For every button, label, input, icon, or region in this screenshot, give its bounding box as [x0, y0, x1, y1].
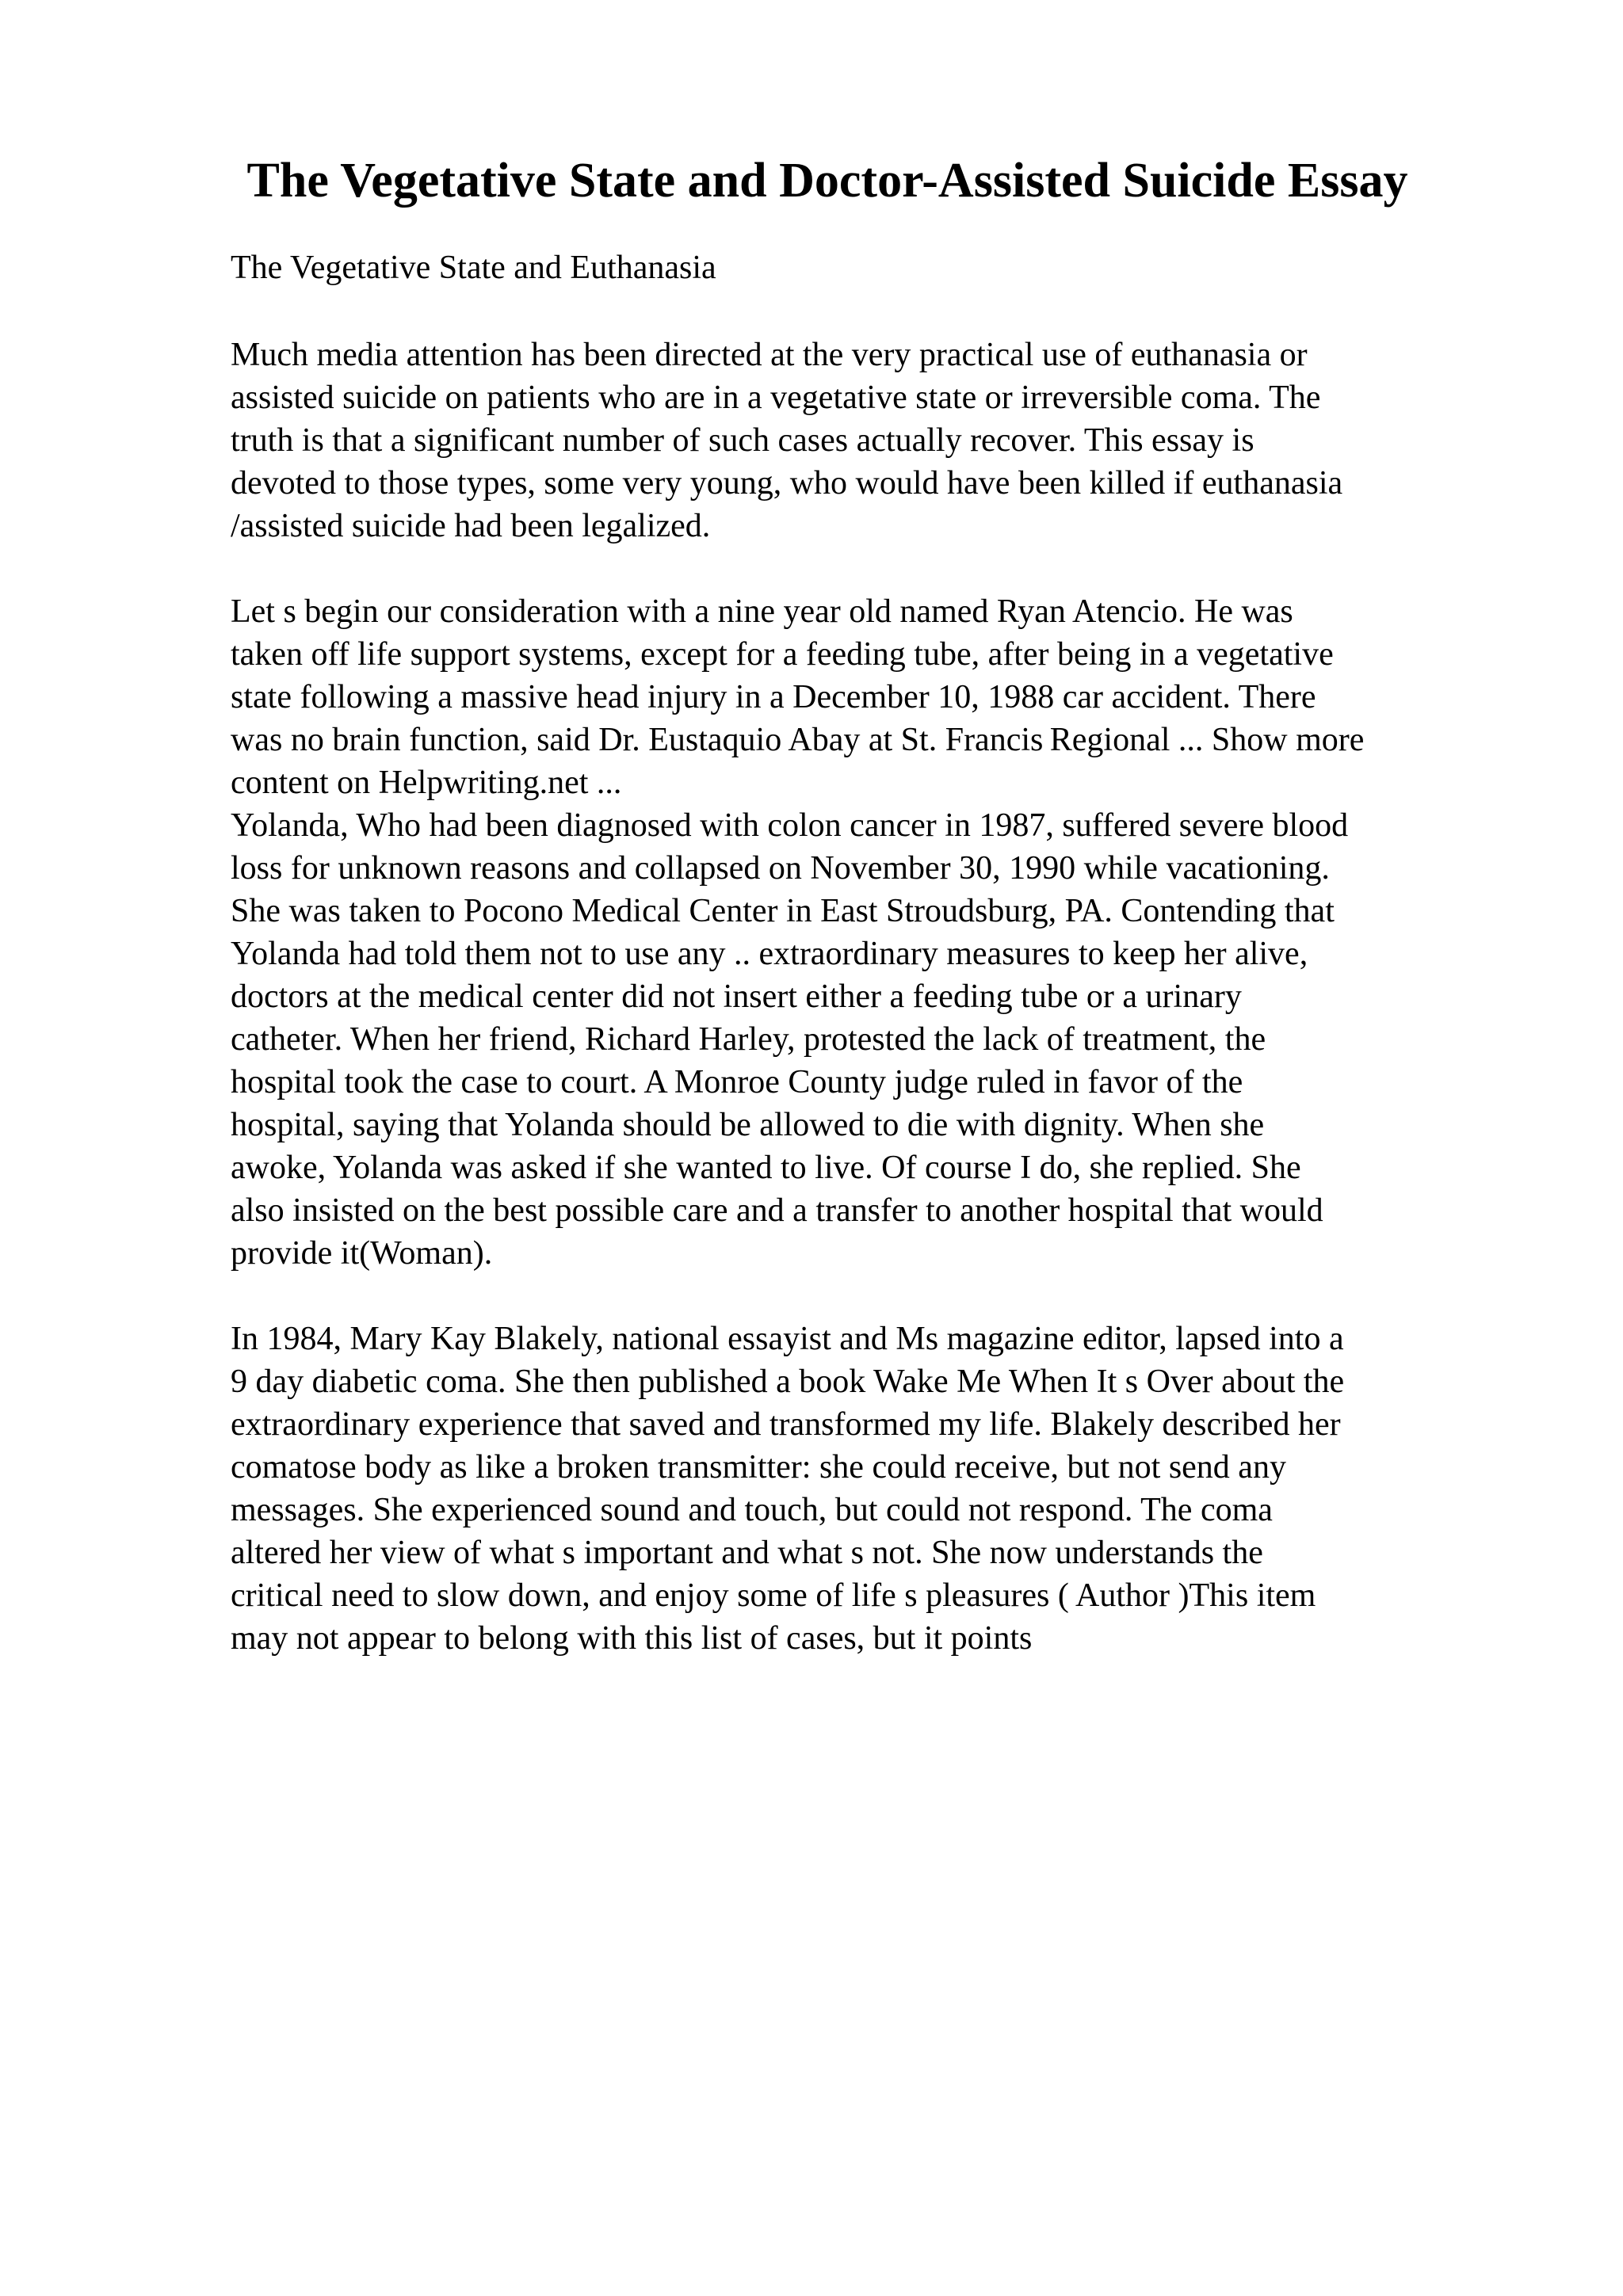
- text-line: She was taken to Pocono Medical Center in East Stroudsburg, PA. Contending that: [231, 893, 1335, 929]
- text-line: was no brain function, said Dr. Eustaquio Abay at St. Francis Regional ... Show more: [231, 722, 1365, 758]
- text-line: also insisted on the best possible care and a transfer to another hospital that would: [231, 1192, 1323, 1229]
- text-line: devoted to those types, some very young, who would have been killed if euthanasia: [231, 465, 1343, 502]
- paragraph-intro: [231, 334, 1499, 547]
- text-line: altered her view of what s important and what s not. She now understands the: [231, 1535, 1263, 1571]
- text-line: assisted suicide on patients who are in a vegetative state or irreversible coma. The: [231, 379, 1321, 416]
- text-line: content on Helpwriting.net ...: [231, 765, 622, 801]
- paragraph-spacer: [231, 1275, 1499, 1318]
- essay-subtitle: The Vegetative State and Euthanasia: [231, 250, 716, 286]
- text-line: messages. She experienced sound and touch, but could not respond. The coma: [231, 1492, 1273, 1528]
- text-line: hospital, saying that Yolanda should be allowed to die with dignity. When she: [231, 1107, 1265, 1143]
- text-line: state following a massive head injury in a December 10, 1988 car accident. There: [231, 679, 1316, 715]
- text-line: Much media attention has been directed at the very practical use of euthanasia or: [231, 337, 1308, 373]
- text-line: hospital took the case to court. A Monroe County judge ruled in favor of the: [231, 1064, 1243, 1100]
- text-line: Let s begin our consideration with a nine year old named Ryan Atencio. He was: [231, 593, 1293, 630]
- text-line: critical need to slow down, and enjoy some of life s pleasures ( Author )This item: [231, 1577, 1316, 1614]
- text-line: comatose body as like a broken transmitter: she could receive, but not send any: [231, 1449, 1286, 1486]
- paragraph-spacer: [231, 547, 1499, 590]
- text-line: loss for unknown reasons and collapsed on November 30, 1990 while vacationing.: [231, 850, 1330, 887]
- text-line: Yolanda, Who had been diagnosed with colon cancer in 1987, suffered severe blood: [231, 807, 1349, 844]
- text-line: /assisted suicide had been legalized.: [231, 508, 711, 544]
- text-line: provide it(Woman).: [231, 1235, 493, 1272]
- text-line: 9 day diabetic coma. She then published a book Wake Me When It s Over about the: [231, 1363, 1345, 1400]
- text-line: truth is that a significant number of such cases actually recover. This essay is: [231, 422, 1254, 459]
- paragraph-cases: [231, 590, 1499, 1275]
- essay-body: [231, 246, 1499, 1660]
- text-line: doctors at the medical center did not insert either a feeding tube or a urinary: [231, 978, 1242, 1015]
- text-line: taken off life support systems, except for a feeding tube, after being in a vegetative: [231, 636, 1334, 673]
- paragraph-blakely: [231, 1318, 1499, 1660]
- text-line: In 1984, Mary Kay Blakely, national essayist and Ms magazine editor, lapsed into a: [231, 1321, 1344, 1357]
- text-line: Yolanda had told them not to use any .. extraordinary measures to keep her alive,: [231, 936, 1308, 972]
- text-line: catheter. When her friend, Richard Harley, protested the lack of treatment, the: [231, 1021, 1266, 1058]
- text-line: extraordinary experience that saved and transformed my life. Blakely described her: [231, 1406, 1341, 1443]
- text-line: may not appear to belong with this list of cases, but it points: [231, 1620, 1033, 1657]
- text-line: awoke, Yolanda was asked if she wanted to live. Of course I do, she replied. She: [231, 1150, 1301, 1186]
- essay-title: The Vegetative State and Doctor-Assisted Suicide Essay: [246, 154, 1408, 208]
